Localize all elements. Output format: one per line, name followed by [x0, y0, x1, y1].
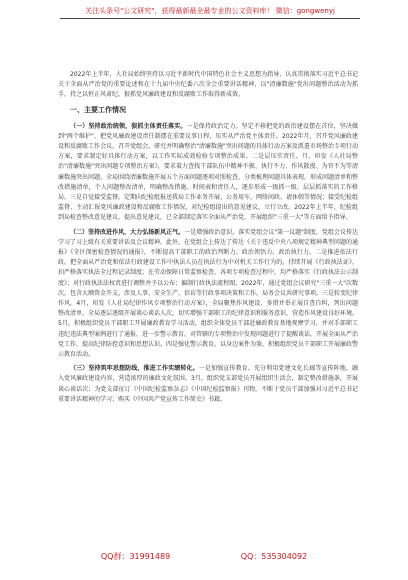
section-paragraph-3 — [58, 364, 358, 405]
footer-contact — [0, 551, 408, 563]
section-text-1: 一是保持政治定力。坚定不移把党的政治建设摆在首位，坚决做到"两个维护"，把党风廉政建设责任制摆在重要议事日程，压实从严治党主体责任。2022年月，召开党风廉政建设和反腐败工作会议，召开党组会，研究并明确整治"清廉数施"突出问题的具体行动方案及派遣市场整治专项行动方案，要求制定好具体行动方案，以工作实际成效检验专项整治成果。二是层压实责任。月，印发《人社局整治"清廉数施"突出问题专项整治方案》，要求着力查找干部队伍中精神不振、执行不力、作风散漫、为官不为等清廉数施突出问题，全局围绕清廉数施开展五个方面问题逐项对照检查，分类梳理问题具体表现，形成问题清单和整改措施清单，个人问题整改清单，明确整改措施、时间表和责任人，逐步形成一级抓一级、层层抓落实的工作格局。三是自觉接受监督。定期向纪检组报送我局工作业务开展、公务用车、网络问政、请休假等情况；接受纪检组监督，主动汇报党风廉政建设和反腐败工作情况，对纪检组提出的意见建议，立行立改。2022年上半年，纪检组到局检查整改意见建议，提出意见建议，已全部制定落实全面从严治党，开展组织"三重一大"等方面给予指导。 — [58, 122, 359, 222]
section-title-3: （三）坚持筑牢思想防线，推进工作实绩转化。 — [70, 365, 199, 373]
section-title-1: （一）坚持政治统领，狠抓主体责任落实。 — [70, 122, 187, 130]
section-paragraph-1 — [58, 122, 358, 224]
header-banner: 关注头条号"公文研究"，获得最新最全最专业的公文资料库！ 微信：gongwenyj — [85, 7, 335, 15]
footer-qq-group: QQ群：31991489 — [100, 552, 171, 561]
header-divider — [60, 18, 360, 19]
document-body — [58, 70, 358, 405]
intro-paragraph: 2022年上半年，人社局始终坚持以习近平新时代中国特色社会主义思想为指导，认真贯彻落实习近平总书记关于全面从严治党的重要论述和在十九届中央纪委六次全会重要讲话精神，以"清廉数施"党出问题整治活动为抓手，持之以恒正风肃纪，狠抓党风廉政建设和反腐败工作取得新成效。 — [58, 71, 358, 99]
section-title-2: （二）坚持改进作风，大力弘扬新风正气。 — [70, 228, 185, 236]
section-heading: 一、主要工作情况 — [70, 105, 126, 114]
footer-qq: QQ：535304092 — [240, 552, 308, 561]
section-text-3: 一是加强宣传教育。充分利用党建文化长廊等宣传阵地，融入党风廉政建设内容，营造浓厚的廉政文化氛围。3月，组织党支部党员开展组织生活会，制定整改措施条，开展谈心谈话次；为党支部征订《中国纪检监察杂志》《中国纪检监察报》刊物，不断于党员干部加强对习近平总书记重要讲话精神的学习；购买《中国共产党宣传工作简史》书籍， — [58, 365, 358, 403]
section-paragraph-2 — [58, 228, 358, 361]
section-text-2: 一是增强政治意识。落实党组会议"第一议题"制度，党组会议传达学习了习上级有关重要讲话及会议精神。此外，在党组会上传达了传达《关于违反中央八项规定精神典型问题的通报》《全区保密检查情况的通报》，不断提高干部职工的政治判断力、政治领悟力、政治执行力。二是推进依法行政。把全面从严治党和依法行政建设工作中执法人员在执法行为中对机关工作行为的，持续开展《行政执法证》，扣严格落实执法全过程记录制度；在劳动保障日常监察检查、各项专项检查过程中，均严格落实《行政执法公示制度》；对行政执法法权责进行调整并予以公布；偏制行政执法流程图，2022年，通过党组会议研究"三重一大"次数次，包含大额资金开支、涉及人事、安全生产、信访等行政事项决策和工作，局务会议共研究事项。三是转变纪律作风。4月，印发《人社局纪律作风专项整治行动方案》，全局聚焦作风建设、多措并举正展自查自纠，列出问题整改清单，全局逐层逐级开展谈心谈话人次，切实增强干部职工的纪律意识和服务意识，营造作风建设良好环境。5月，积极组织党员干部职工开展廉政教育学习活动，组织全体党员干部赴廉政教育基地观摩学习，并对手部职工违纪违法典型案例进行了通报，进一步警示教育，对管辖的专项整治中发现问题进行了提醒谈话，开展全面从严治党工作，提高纪律防控意识和思想认识。四是强化警示教育。以身边案件为鉴，积极组织党员干部职工开展廉政警示教育活动。 — [58, 228, 359, 359]
